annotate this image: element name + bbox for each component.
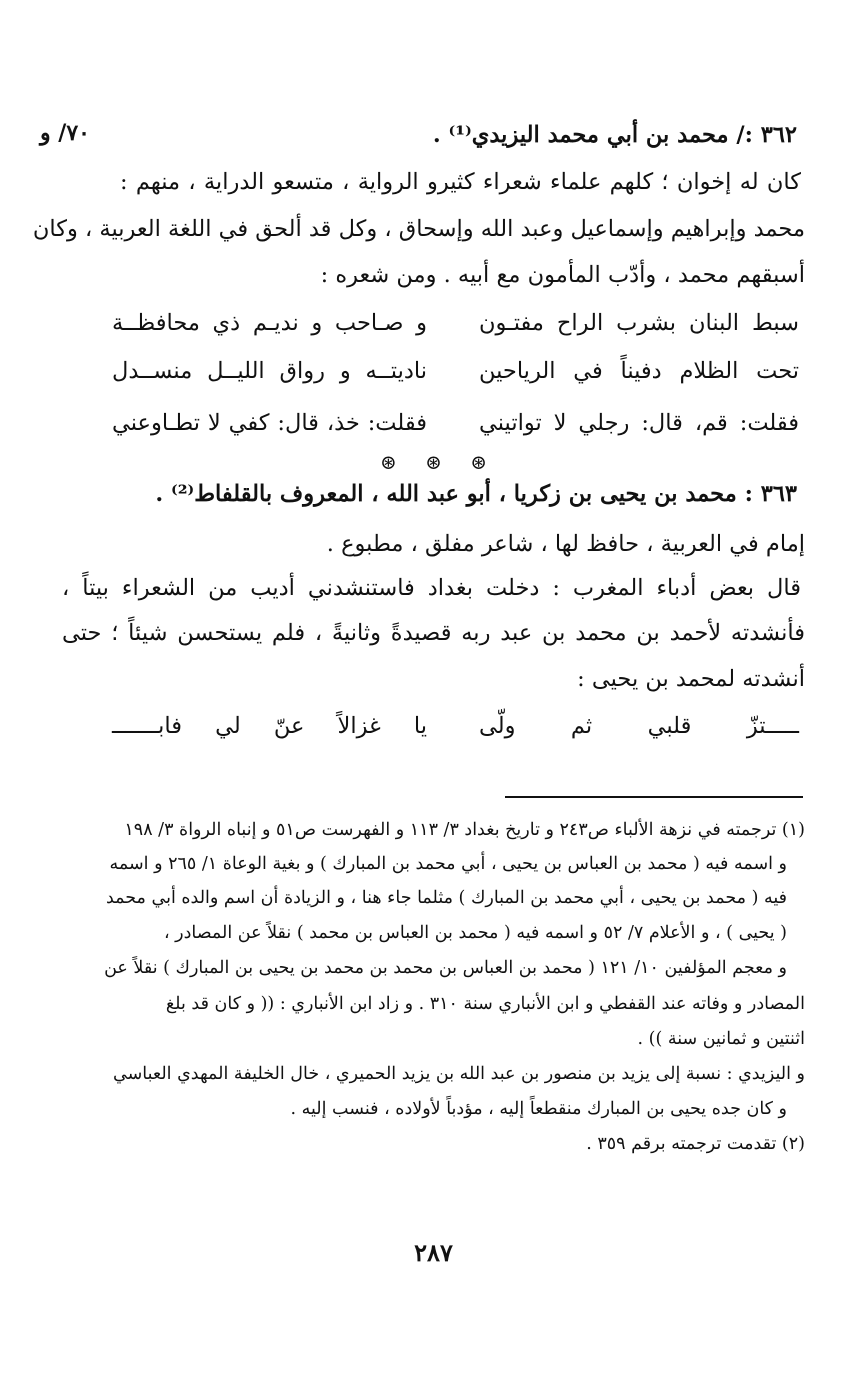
footnote-line: المصادر و وفاته عند القفطي و ابن الأنباري سنة ٣١٠ . و زاد ابن الأنباري : (( و كان قد بلغ	[165, 994, 805, 1014]
footnote-line: و معجم المؤلفين ١٠/ ١٢١ ( محمد بن العباس بن محمد بن محمد بن يحيى بن المبارك ) نقلاً عن	[104, 958, 787, 978]
footnote-line: (٢) تقدمت ترجمته برقم ٣٥٩ .	[586, 1134, 805, 1154]
verse-second-hemistich: ـــــتزّ قلبي ثم ولّى	[479, 713, 799, 739]
footnote-line: و اسمه فيه ( محمد بن العباس بن يحيى ، أبي محمد بن المبارك ) و بغية الوعاة ١/ ٢٦٥ و اسمه	[109, 854, 787, 874]
verse-second-hemistich: فقلت: قم، قال: رجلي لا تواتيني	[479, 410, 799, 436]
page-number: ٢٨٧	[414, 1238, 453, 1267]
body-line: أنشدته لمحمد بن يحيى :	[577, 666, 805, 692]
footnote-separator	[505, 796, 803, 798]
body-line: كان له إخوان ؛ كلهم علماء شعراء كثيرو الرواية ، متسعو الدراية ، منهم :	[120, 169, 801, 195]
body-line: فأنشدته لأحمد بن محمد بن عبد ربه قصيدةً وثانيةً ، فلم يستحسن شيئاً ؛ حتى	[62, 620, 805, 646]
footnote-line: و كان جده يحيى بن المبارك منقطعاً إليه ، مؤدباً لأولاده ، فنسب إليه .	[290, 1099, 787, 1119]
body-line: إمام في العربية ، حافظ لها ، شاعر مفلق ، مطبوع .	[326, 531, 805, 557]
body-line: قال بعض أدباء المغرب : دخلت بغداد فاستنشدني أديب من الشعراء بيتاً ،	[62, 575, 801, 601]
body-line: أسبقهم محمد ، وأدّب المأمون مع أبيه . ومن شعره :	[320, 262, 805, 288]
section-divider-ornaments	[0, 450, 867, 474]
verse-first-hemistich: و صـاحب و نديـم ذي محافظــة	[112, 310, 427, 336]
verse-first-hemistich: فقلت: خذ، قال: كفي لا تطـاوعني	[112, 410, 427, 436]
verse-second-hemistich: تحت الظلام دفيناً في الرياحين	[479, 358, 799, 384]
footnote-line: و اليزيدي : نسبة إلى يزيد بن منصور بن عبد الله بن يزيد الحميري ، خال الخليفة المهدي العباسي	[113, 1064, 805, 1084]
body-line: محمد وإبراهيم وإسماعيل وعبد الله وإسحاق ، وكل قد ألحق في اللغة العربية ، وكان	[32, 216, 805, 242]
ornament-icon: ⊛	[470, 450, 487, 474]
footnote-line: (١) ترجمته في نزهة الألباء ص٢٤٣ و تاريخ بغداد ٣/ ١١٣ و الفهرست ص٥١ و إنباه الرواة ٣/ ١٩٨	[124, 820, 805, 840]
entry-heading: ٣٦٣ : محمد بن يحيى بن زكريا ، أبو عبد الله ، المعروف بالقلفاط⁽²⁾ .	[155, 481, 797, 507]
footnote-line: اثنتين و ثمانين سنة )) .	[637, 1029, 805, 1049]
ornament-icon: ⊛	[379, 450, 397, 474]
entry-heading: ٣٦٢ :/ محمد بن أبي محمد اليزيدي⁽¹⁾ .	[432, 122, 797, 148]
verse-second-hemistich: سبط البنان بشرب الراح مفتـون	[479, 310, 799, 336]
footnote-line: فيه ( محمد بن يحيى ، أبي محمد بن المبارك ) مثلما جاء هنا ، و الزيادة أن اسم والده أبي محمد	[105, 888, 787, 908]
footnote-line: ( يحيى ) ، و الأعلام ٧/ ٥٢ و اسمه فيه ( محمد بن العباس بن محمد ) نقلاً عن المصادر ،	[163, 923, 787, 943]
margin-folio-note: ٧٠/ و	[40, 120, 90, 146]
verse-first-hemistich: يا غزالاً عنّ لي فابـــــــ	[112, 713, 427, 739]
ornament-icon: ⊛	[425, 450, 442, 474]
verse-first-hemistich: ناديتــه و رواق الليــل منســدل	[112, 358, 427, 384]
